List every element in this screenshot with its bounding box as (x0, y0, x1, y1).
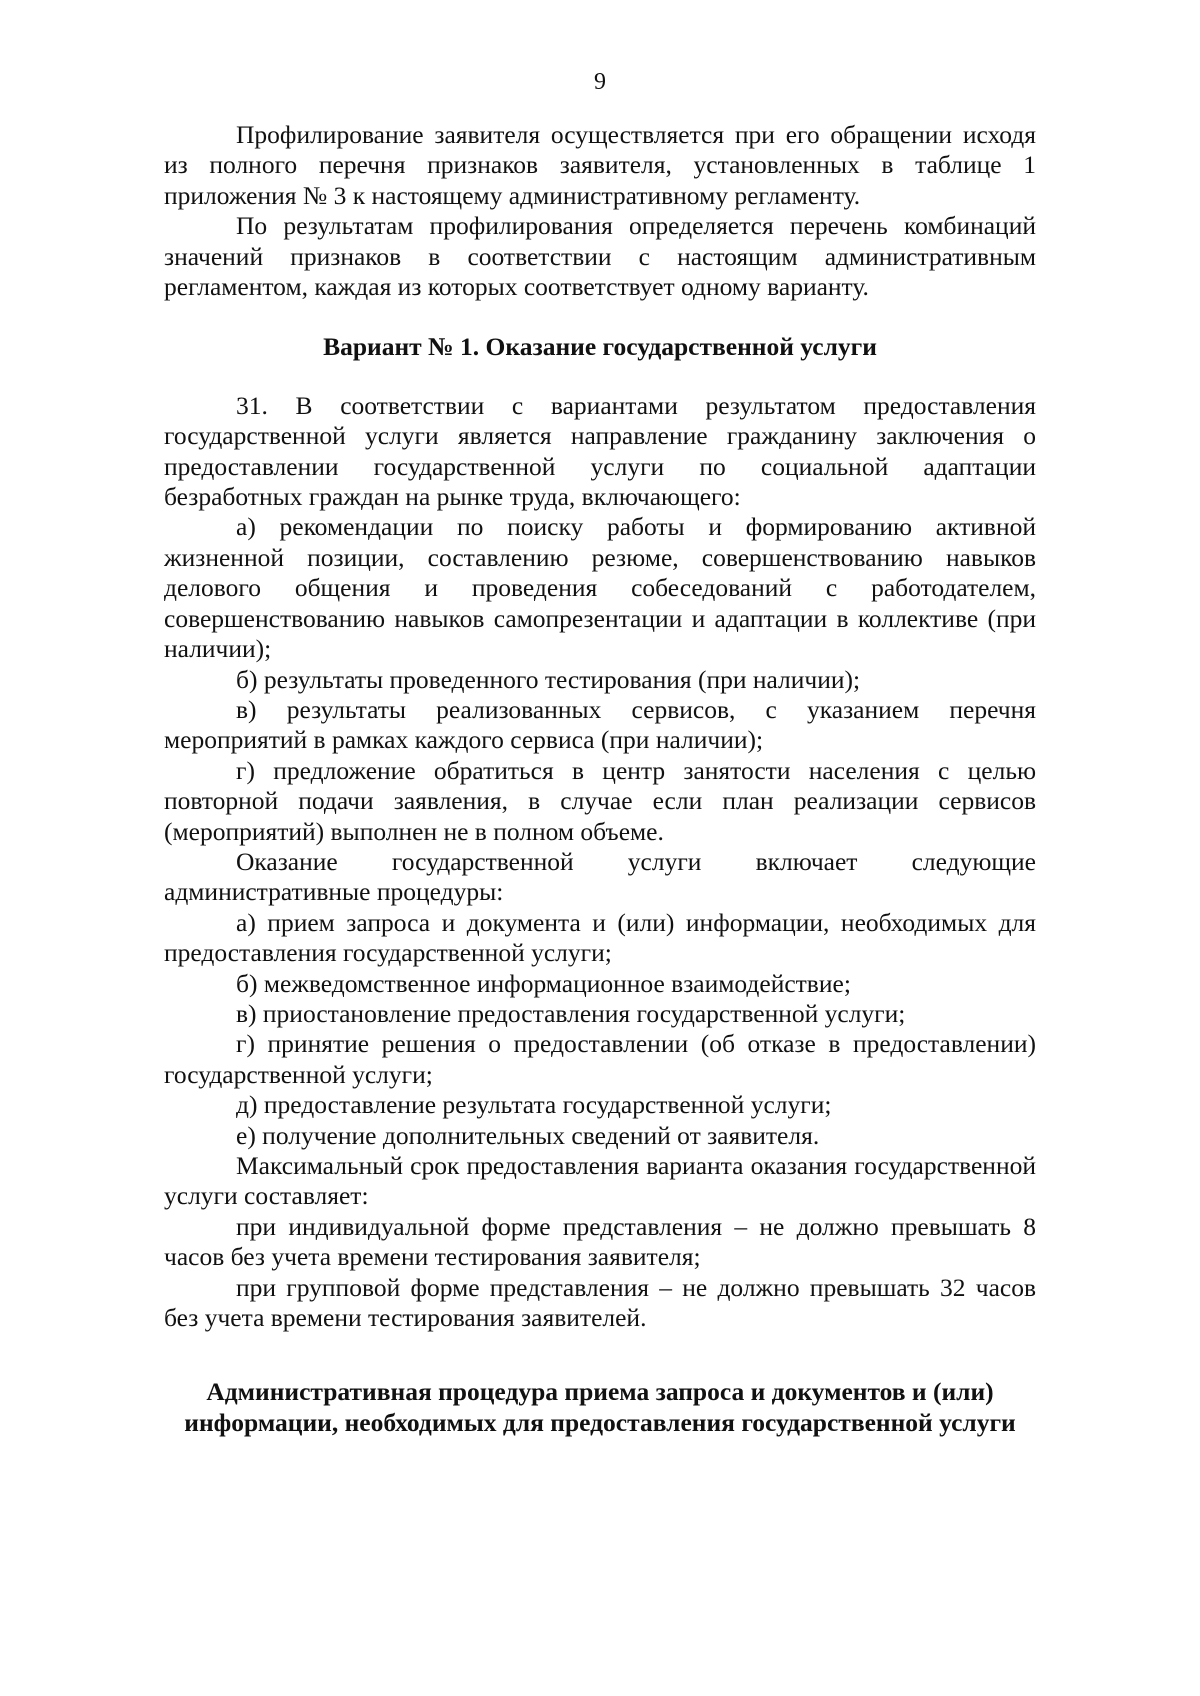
procedure-item-a: а) прием запроса и документа и (или) информации, необходимых для предоставления государственной услуги; (164, 907, 1036, 968)
paragraph-profiling-result: По результатам профилирования определяется перечень комбинаций значений признаков в соответствии с настоящим административным регламентом, каждая из которых соответствует одному варианту. (164, 211, 1036, 302)
paragraph-31: 31. В соответствии с вариантами результатом предоставления государственной услуги является направление гражданину заключения о предоставлении государственной услуги по социальной адаптации безработных граждан на рынке труда, включающего: (164, 390, 1036, 512)
procedure-item-e: е) получение дополнительных сведений от заявителя. (236, 1120, 820, 1150)
paragraph-profiling: Профилирование заявителя осуществляется при его обращении исходя из полного перечня признаков заявителя, установленных в таблице 1 приложения № 3 к настоящему административному регламенту. (164, 120, 1036, 210)
procedure-item-g: г) принятие решения о предоставлении (об отказе в предоставлении) государственной услуги; (164, 1029, 1036, 1089)
procedure-item-d: д) предоставление результата государственной услуги; (236, 1090, 832, 1120)
list-item-a: а) рекомендации по поиску работы и формированию активной жизненной позиции, составлению резюме, совершенствованию навыков делового общения и проведения собеседований с работодателем, совершенствованию навыков самопрезентации и адаптации в коллективе (при наличии); (164, 512, 1036, 664)
procedure-item-b: б) межведомственное информационное взаимодействие; (236, 968, 851, 998)
document-body (164, 120, 1036, 1438)
paragraph-procedures: Оказание государственной услуги включает следующие административные процедуры: (164, 846, 1036, 907)
heading-procedure: Административная процедура приема запроса и документов и (или) информации, необходимых для предоставления государственной услуги (184, 1377, 1016, 1437)
list-item-g: г) предложение обратиться в центр занятости населения с целью повторной подачи заявления, в случае если план реализации сервисов (мероприятий) выполнен не в полном объеме. (164, 755, 1036, 846)
page-number: 9 (594, 69, 606, 95)
list-item-b: б) результаты проведенного тестирования (при наличии); (236, 664, 861, 694)
term-group: при групповой форме представления – не должно превышать 32 часов без учета времени тестирования заявителей. (164, 1272, 1036, 1333)
procedure-item-v: в) приостановление предоставления государственной услуги; (236, 998, 906, 1028)
heading-variant-1: Вариант № 1. Оказание государственной услуги (323, 332, 877, 362)
paragraph-max-term: Максимальный срок предоставления варианта оказания государственной услуги составляет: (164, 1151, 1036, 1211)
term-individual: при индивидуальной форме представления – не должно превышать 8 часов без учета времени тестирования заявителя; (164, 1211, 1036, 1272)
list-item-v: в) результаты реализованных сервисов, с указанием перечня мероприятий в рамках каждого сервиса (при наличии); (164, 694, 1036, 755)
